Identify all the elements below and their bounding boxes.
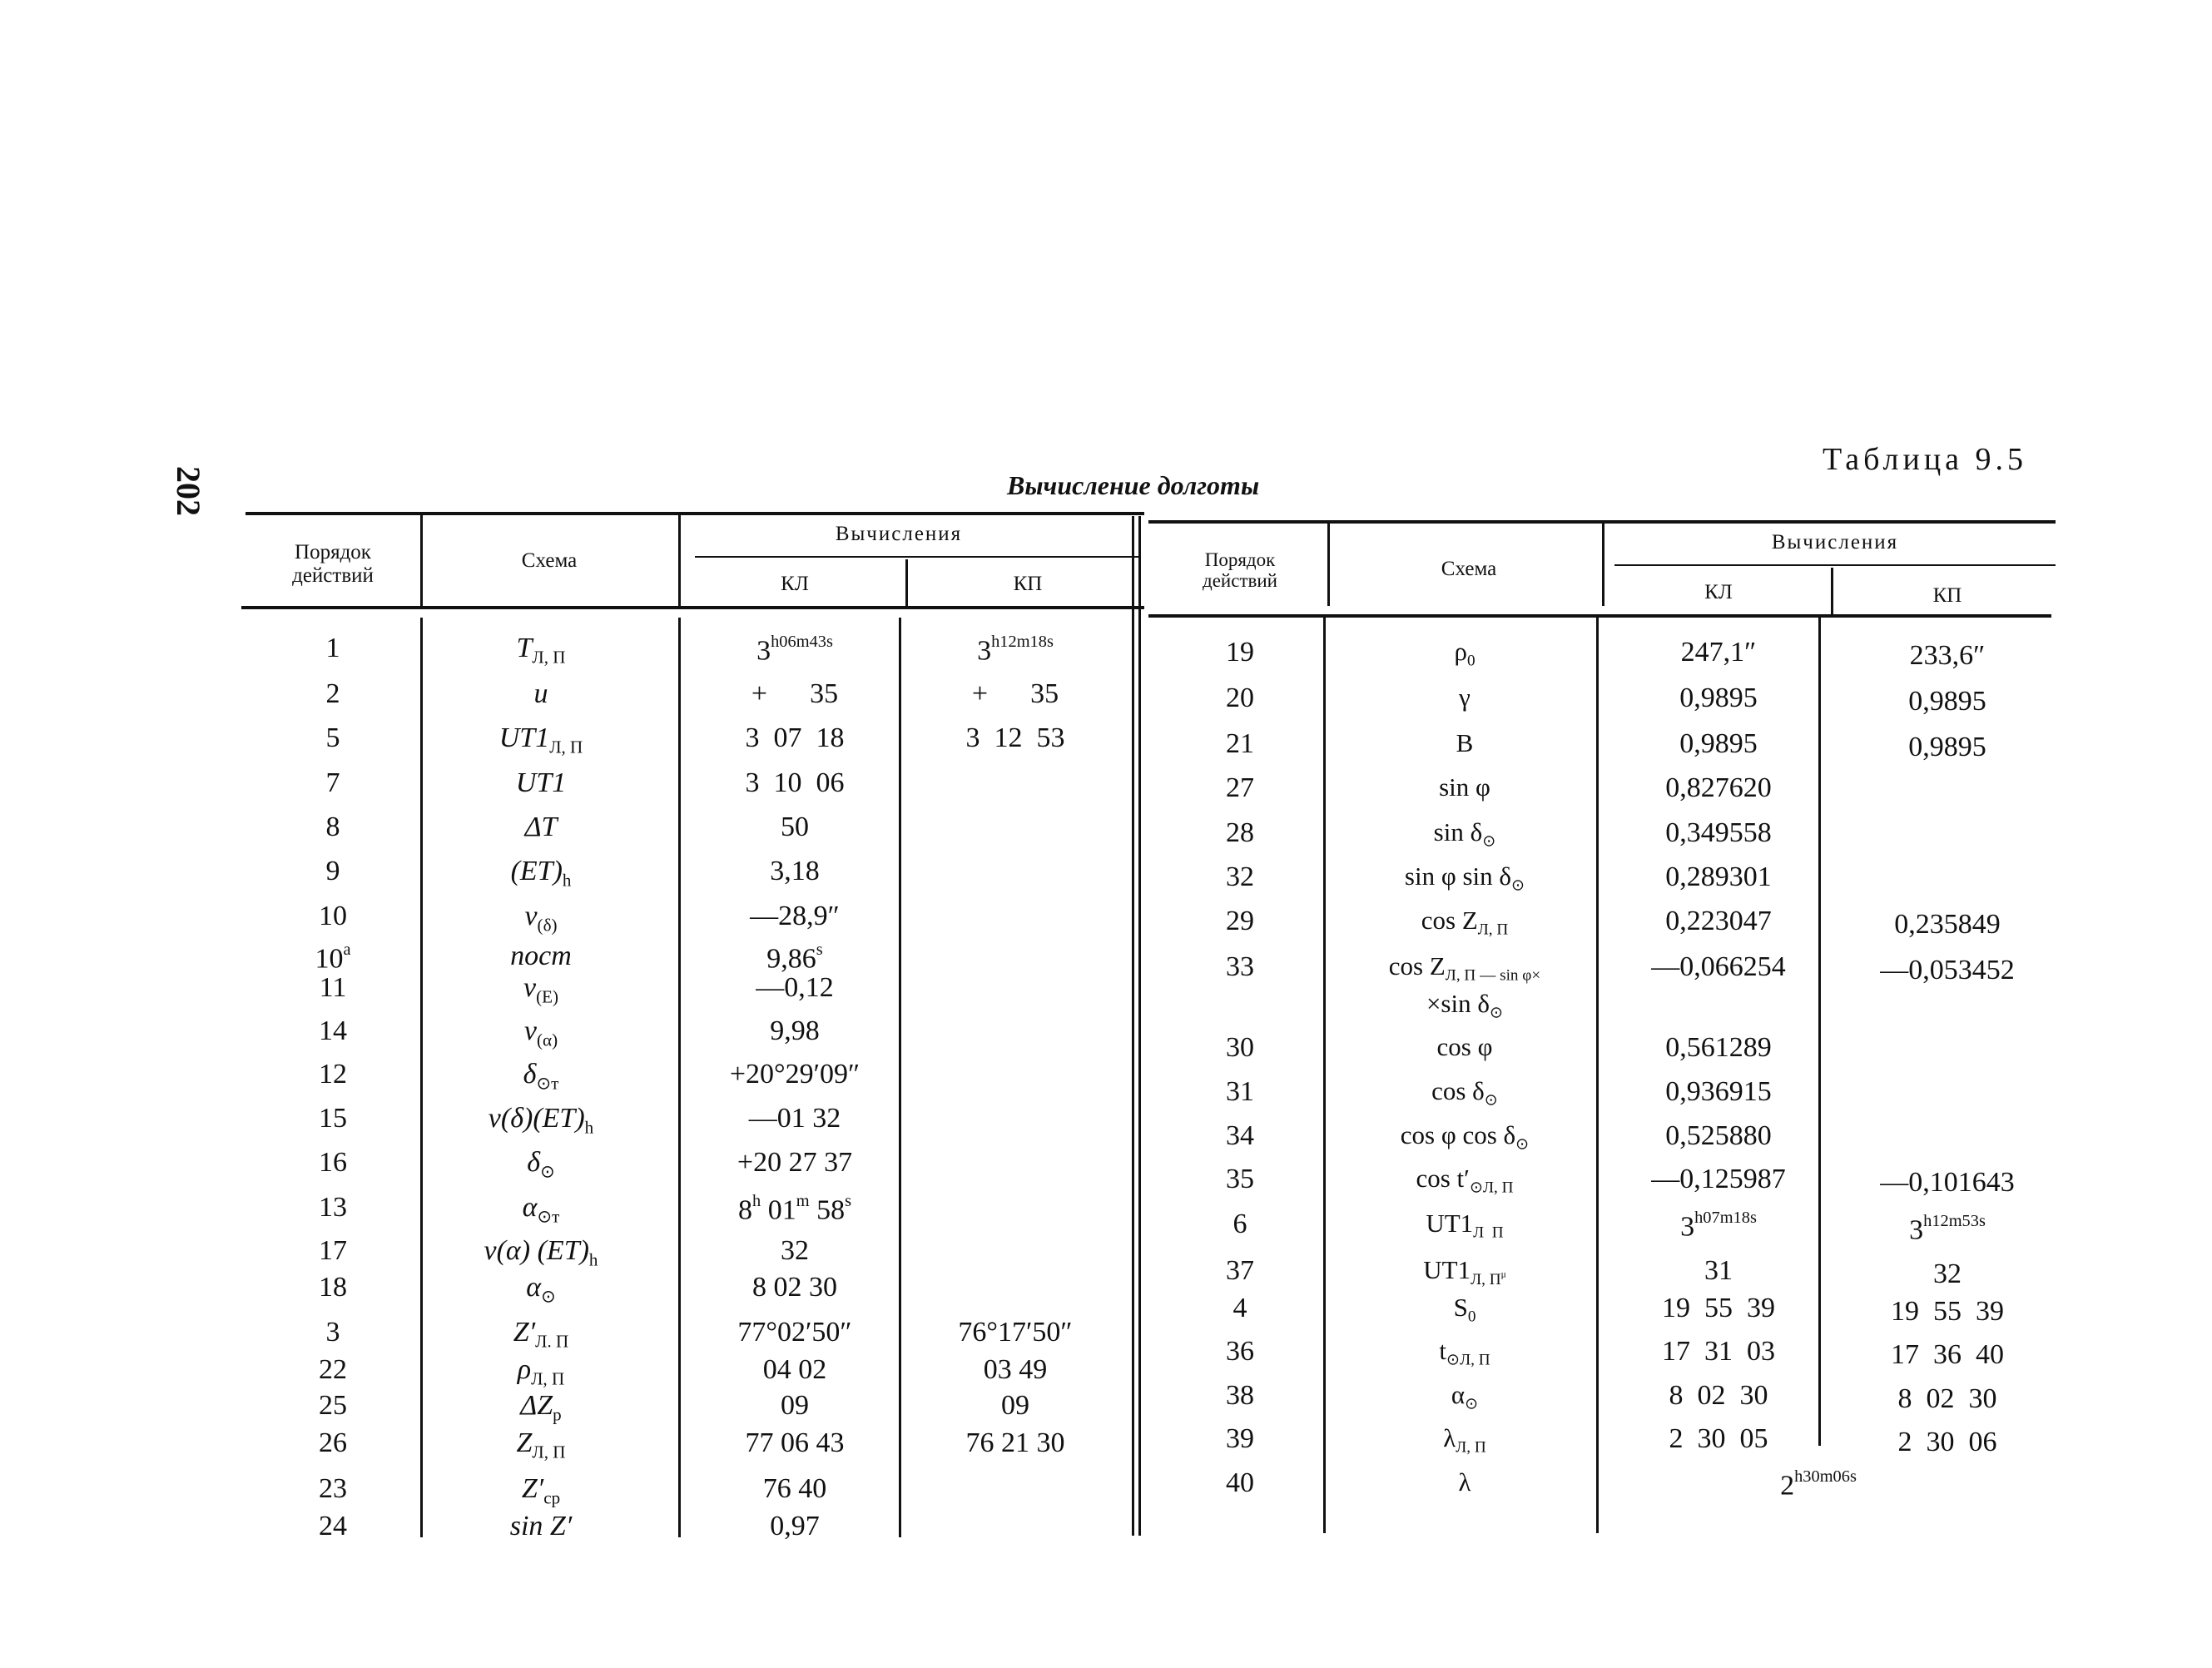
kl-value: 2 30 05 <box>1669 1423 1768 1454</box>
scheme-cell: $Z_{Л, П}$ <box>516 1427 566 1462</box>
scheme-cell: $\alpha_{⊙т}$ <box>522 1192 560 1227</box>
step-number: 13 <box>319 1192 347 1223</box>
kl-value: $2^{h30m06s}$ <box>1780 1467 1857 1502</box>
page-number: 202 <box>170 466 207 516</box>
kl-value: 17 31 03 <box>1662 1336 1775 1367</box>
kl-value: —28,9″ <box>750 901 840 931</box>
kp-value: 19 55 39 <box>1891 1296 2004 1327</box>
scheme-cell: $\cos Z_{Л, П — sin \varphi\times}$ <box>1388 951 1541 985</box>
scheme-cell: B <box>1456 728 1474 757</box>
vrule <box>420 514 423 606</box>
kl-value: —0,066254 <box>1651 951 1786 982</box>
step-number: 10 <box>319 901 347 931</box>
step-number: 17 <box>319 1235 347 1266</box>
vrule <box>899 618 901 1537</box>
scheme-cell: $\alpha_⊙$ <box>1451 1380 1479 1413</box>
vrule <box>678 618 681 1537</box>
vrule <box>1602 523 1604 606</box>
kp-value: 233,6″ <box>1909 640 1986 671</box>
scheme-cell: $\sin \delta_⊙$ <box>1433 817 1496 851</box>
kl-value: 0,223047 <box>1665 906 1772 936</box>
scheme-cell: cos φ $\cos \delta_⊙$ <box>1400 1120 1530 1154</box>
kl-value: 9,86$^s$ <box>766 941 823 975</box>
kl-value: 0,9895 <box>1679 683 1758 713</box>
step-number: 7 <box>325 767 340 798</box>
step-number: 20 <box>1226 683 1254 713</box>
kl-value: +20 27 37 <box>737 1147 853 1178</box>
table-label: Таблица 9.5 <box>1823 442 2028 477</box>
step-number: 11 <box>319 972 347 1003</box>
kp-value: 09 <box>1001 1390 1029 1421</box>
kp-value: 76°17′50″ <box>958 1317 1073 1348</box>
step-number: 26 <box>319 1427 347 1458</box>
kl-value: —01 32 <box>748 1103 841 1134</box>
kp-value: 0,9895 <box>1908 732 1986 762</box>
table-caption: Вычисление долготы <box>1007 470 1260 500</box>
kl-value: 3,18 <box>770 856 820 886</box>
kl-value: 19 55 39 <box>1662 1293 1775 1323</box>
scheme-cell: $\rho_{Л, П}$ <box>517 1354 565 1389</box>
scheme-cell: $\delta_{⊙т}$ <box>523 1059 559 1094</box>
step-number: 9 <box>325 856 340 886</box>
step-number: 18 <box>319 1272 347 1303</box>
header-bottom-rule-left <box>241 606 1144 609</box>
kl-value: $3^{h06m43s}$ <box>756 633 833 667</box>
scheme-cell: UT1 <box>515 767 567 798</box>
step-number: 25 <box>319 1390 347 1421</box>
scheme-cell: $\cos t'_{⊙Л, П}$ <box>1416 1164 1514 1197</box>
step-number: 31 <box>1226 1076 1254 1107</box>
kl-value: 0,561289 <box>1665 1032 1772 1063</box>
header-order: Порядок действий <box>1203 549 1277 592</box>
header-calculations: Вычисления <box>835 523 963 545</box>
scheme-cell: $v_{(E)}$ <box>523 972 559 1007</box>
step-number: 38 <box>1226 1380 1254 1411</box>
kl-value: 77 06 43 <box>745 1427 845 1458</box>
step-number: 40 <box>1226 1467 1254 1498</box>
scheme-cell: $\rho_0$ <box>1454 637 1475 670</box>
kl-value: —0,12 <box>756 972 834 1003</box>
scheme-cell: $(ET)_h$ <box>510 856 572 891</box>
step-number: 35 <box>1226 1164 1254 1194</box>
kl-value: + 35 <box>751 678 839 709</box>
kp-value: 3 12 53 <box>965 722 1065 753</box>
vrule <box>1323 618 1326 1533</box>
kl-value: 0,9895 <box>1679 728 1758 759</box>
kl-value: 0,827620 <box>1665 772 1772 803</box>
step-number: 6 <box>1232 1209 1247 1239</box>
scheme-cell: $\lambda_{Л, П}$ <box>1443 1423 1486 1457</box>
scheme-cell: ΔT <box>524 812 558 842</box>
calc-subrule-left <box>695 556 1140 558</box>
kl-value: 0,289301 <box>1665 861 1772 892</box>
kl-value: 247,1″ <box>1680 637 1757 668</box>
kl-value: 09 <box>781 1390 809 1421</box>
kl-value: 32 <box>781 1235 809 1266</box>
scheme-cell: $v_{(\delta)}$ <box>524 901 558 936</box>
kp-value: $3^{h12m18s}$ <box>977 633 1054 667</box>
header-kl: КЛ <box>781 573 809 595</box>
scheme-cell: $T_{Л, П}$ <box>516 633 566 668</box>
kl-value: 0,97 <box>770 1511 820 1541</box>
vrule <box>420 618 423 1537</box>
kl-value: 8 02 30 <box>1669 1380 1768 1411</box>
step-number: 32 <box>1226 861 1254 892</box>
header-kl: КЛ <box>1704 581 1733 603</box>
kp-value: $3^{h12m53s}$ <box>1909 1212 1986 1246</box>
step-number: 28 <box>1226 817 1254 848</box>
kp-value: 8 02 30 <box>1897 1383 1997 1414</box>
kp-value: 2 30 06 <box>1897 1427 1997 1457</box>
top-rule-left <box>246 512 1144 515</box>
kp-value: 76 21 30 <box>965 1427 1065 1458</box>
scheme-cell: $Z'_{ср}$ <box>521 1473 561 1508</box>
header-order: Порядок действий <box>292 541 374 587</box>
kl-value: $3^{h07m18s}$ <box>1680 1209 1757 1243</box>
scheme-cell: u <box>533 678 548 709</box>
kp-value: 0,235849 <box>1894 909 2001 940</box>
scheme-cell: v(α) $(ET)_h$ <box>484 1235 598 1270</box>
scheme-cell: ×sin $\delta_⊙$ <box>1426 989 1504 1022</box>
kl-value: 76 40 <box>762 1473 827 1504</box>
step-number: 29 <box>1226 906 1254 936</box>
kp-value: + 35 <box>971 678 1059 709</box>
step-number: 34 <box>1226 1120 1254 1151</box>
kl-value: —0,125987 <box>1651 1164 1786 1194</box>
kp-value: 32 <box>1933 1258 1962 1289</box>
kl-value: +20°29′09″ <box>729 1059 860 1090</box>
vrule <box>1818 618 1821 1446</box>
kp-value: 03 49 <box>983 1354 1048 1385</box>
scheme-cell: $\cos \delta_⊙$ <box>1431 1076 1498 1110</box>
scheme-cell: cos φ <box>1436 1032 1493 1061</box>
header-scheme: Схема <box>1441 558 1497 580</box>
header-scheme: Схема <box>521 549 578 572</box>
kp-value: 0,9895 <box>1908 686 1986 717</box>
step-number: 14 <box>319 1015 347 1046</box>
step-number: 39 <box>1226 1423 1254 1454</box>
vrule <box>1327 523 1330 606</box>
scheme-cell: γ <box>1459 683 1471 712</box>
step-number: 12 <box>319 1059 347 1090</box>
scheme-cell: $v(\delta)(ET)_h$ <box>488 1103 594 1138</box>
scheme-cell: $Z'_{Л. П}$ <box>513 1317 569 1352</box>
scheme-cell: $\cos Z_{Л, П}$ <box>1421 906 1509 939</box>
step-number: 37 <box>1226 1255 1254 1286</box>
step-number: 22 <box>319 1354 347 1385</box>
kl-value: 3 07 18 <box>745 722 845 753</box>
scheme-cell: $\Delta Z_р$ <box>520 1390 562 1425</box>
step-number: 4 <box>1232 1293 1247 1323</box>
step-number: 24 <box>319 1511 347 1541</box>
step-number: 16 <box>319 1147 347 1178</box>
header-calculations: Вычисления <box>1771 531 1899 554</box>
kl-value: 0,349558 <box>1665 817 1772 848</box>
step-number: 15 <box>319 1103 347 1134</box>
vrule <box>1831 568 1833 614</box>
step-number: 10$^a$ <box>315 941 351 975</box>
vrule <box>678 514 681 606</box>
scheme-cell: sin Z′ <box>509 1511 573 1541</box>
scheme-cell: $UT1_{Л, П^\mu}$ <box>1423 1255 1506 1288</box>
kp-value: —0,101643 <box>1880 1167 2015 1198</box>
scheme-cell: $\delta_⊙$ <box>527 1147 555 1182</box>
step-number: 23 <box>319 1473 347 1504</box>
calc-subrule-right <box>1614 564 2056 566</box>
scheme-cell: $S_0$ <box>1453 1293 1476 1326</box>
scheme-cell: λ <box>1458 1467 1471 1497</box>
kl-value: 77°02′50″ <box>737 1317 852 1348</box>
step-number: 21 <box>1226 728 1254 759</box>
kl-value: 8$^h$ 01$^m$ 58$^s$ <box>737 1192 852 1226</box>
step-number: 8 <box>325 812 340 842</box>
step-number: 3 <box>325 1317 340 1348</box>
kl-value: 50 <box>781 812 809 842</box>
step-number: 36 <box>1226 1336 1254 1367</box>
step-number: 30 <box>1226 1032 1254 1063</box>
scheme-cell: $v_{(\alpha)}$ <box>523 1015 558 1050</box>
scheme-cell: пост <box>510 941 572 971</box>
center-double-rule <box>1138 516 1141 1536</box>
kl-value: 3 10 06 <box>745 767 845 798</box>
scheme-cell: $t_{⊙Л, П}$ <box>1439 1336 1490 1369</box>
header-bottom-rule-right <box>1148 614 2051 618</box>
step-number: 27 <box>1226 772 1254 803</box>
header-kp: КП <box>1013 573 1043 595</box>
kl-value: 04 02 <box>762 1354 827 1385</box>
center-double-rule <box>1132 516 1134 1536</box>
kp-value: —0,053452 <box>1880 955 2015 985</box>
kl-value: 9,98 <box>770 1015 820 1046</box>
scheme-cell: sin φ $\sin \delta_⊙$ <box>1404 861 1525 895</box>
kp-value: 17 36 40 <box>1891 1339 2004 1370</box>
scheme-cell: $\alpha_⊙$ <box>526 1272 556 1307</box>
kl-value: 8 02 30 <box>752 1272 837 1303</box>
step-number: 33 <box>1226 951 1254 982</box>
scheme-cell: $UT1_{Л, П}$ <box>498 722 583 757</box>
step-number: 5 <box>325 722 340 753</box>
scheme-cell: sin φ <box>1439 772 1490 802</box>
vrule <box>905 559 908 606</box>
kl-value: 0,525880 <box>1665 1120 1772 1151</box>
kl-value: 0,936915 <box>1665 1076 1772 1107</box>
step-number: 19 <box>1226 637 1254 668</box>
step-number: 2 <box>325 678 340 709</box>
kl-value: 31 <box>1704 1255 1733 1286</box>
step-number: 1 <box>325 633 340 663</box>
vrule <box>1596 618 1599 1533</box>
header-kp: КП <box>1932 584 1962 607</box>
scheme-cell: $UT1_{Л П}$ <box>1426 1209 1504 1242</box>
